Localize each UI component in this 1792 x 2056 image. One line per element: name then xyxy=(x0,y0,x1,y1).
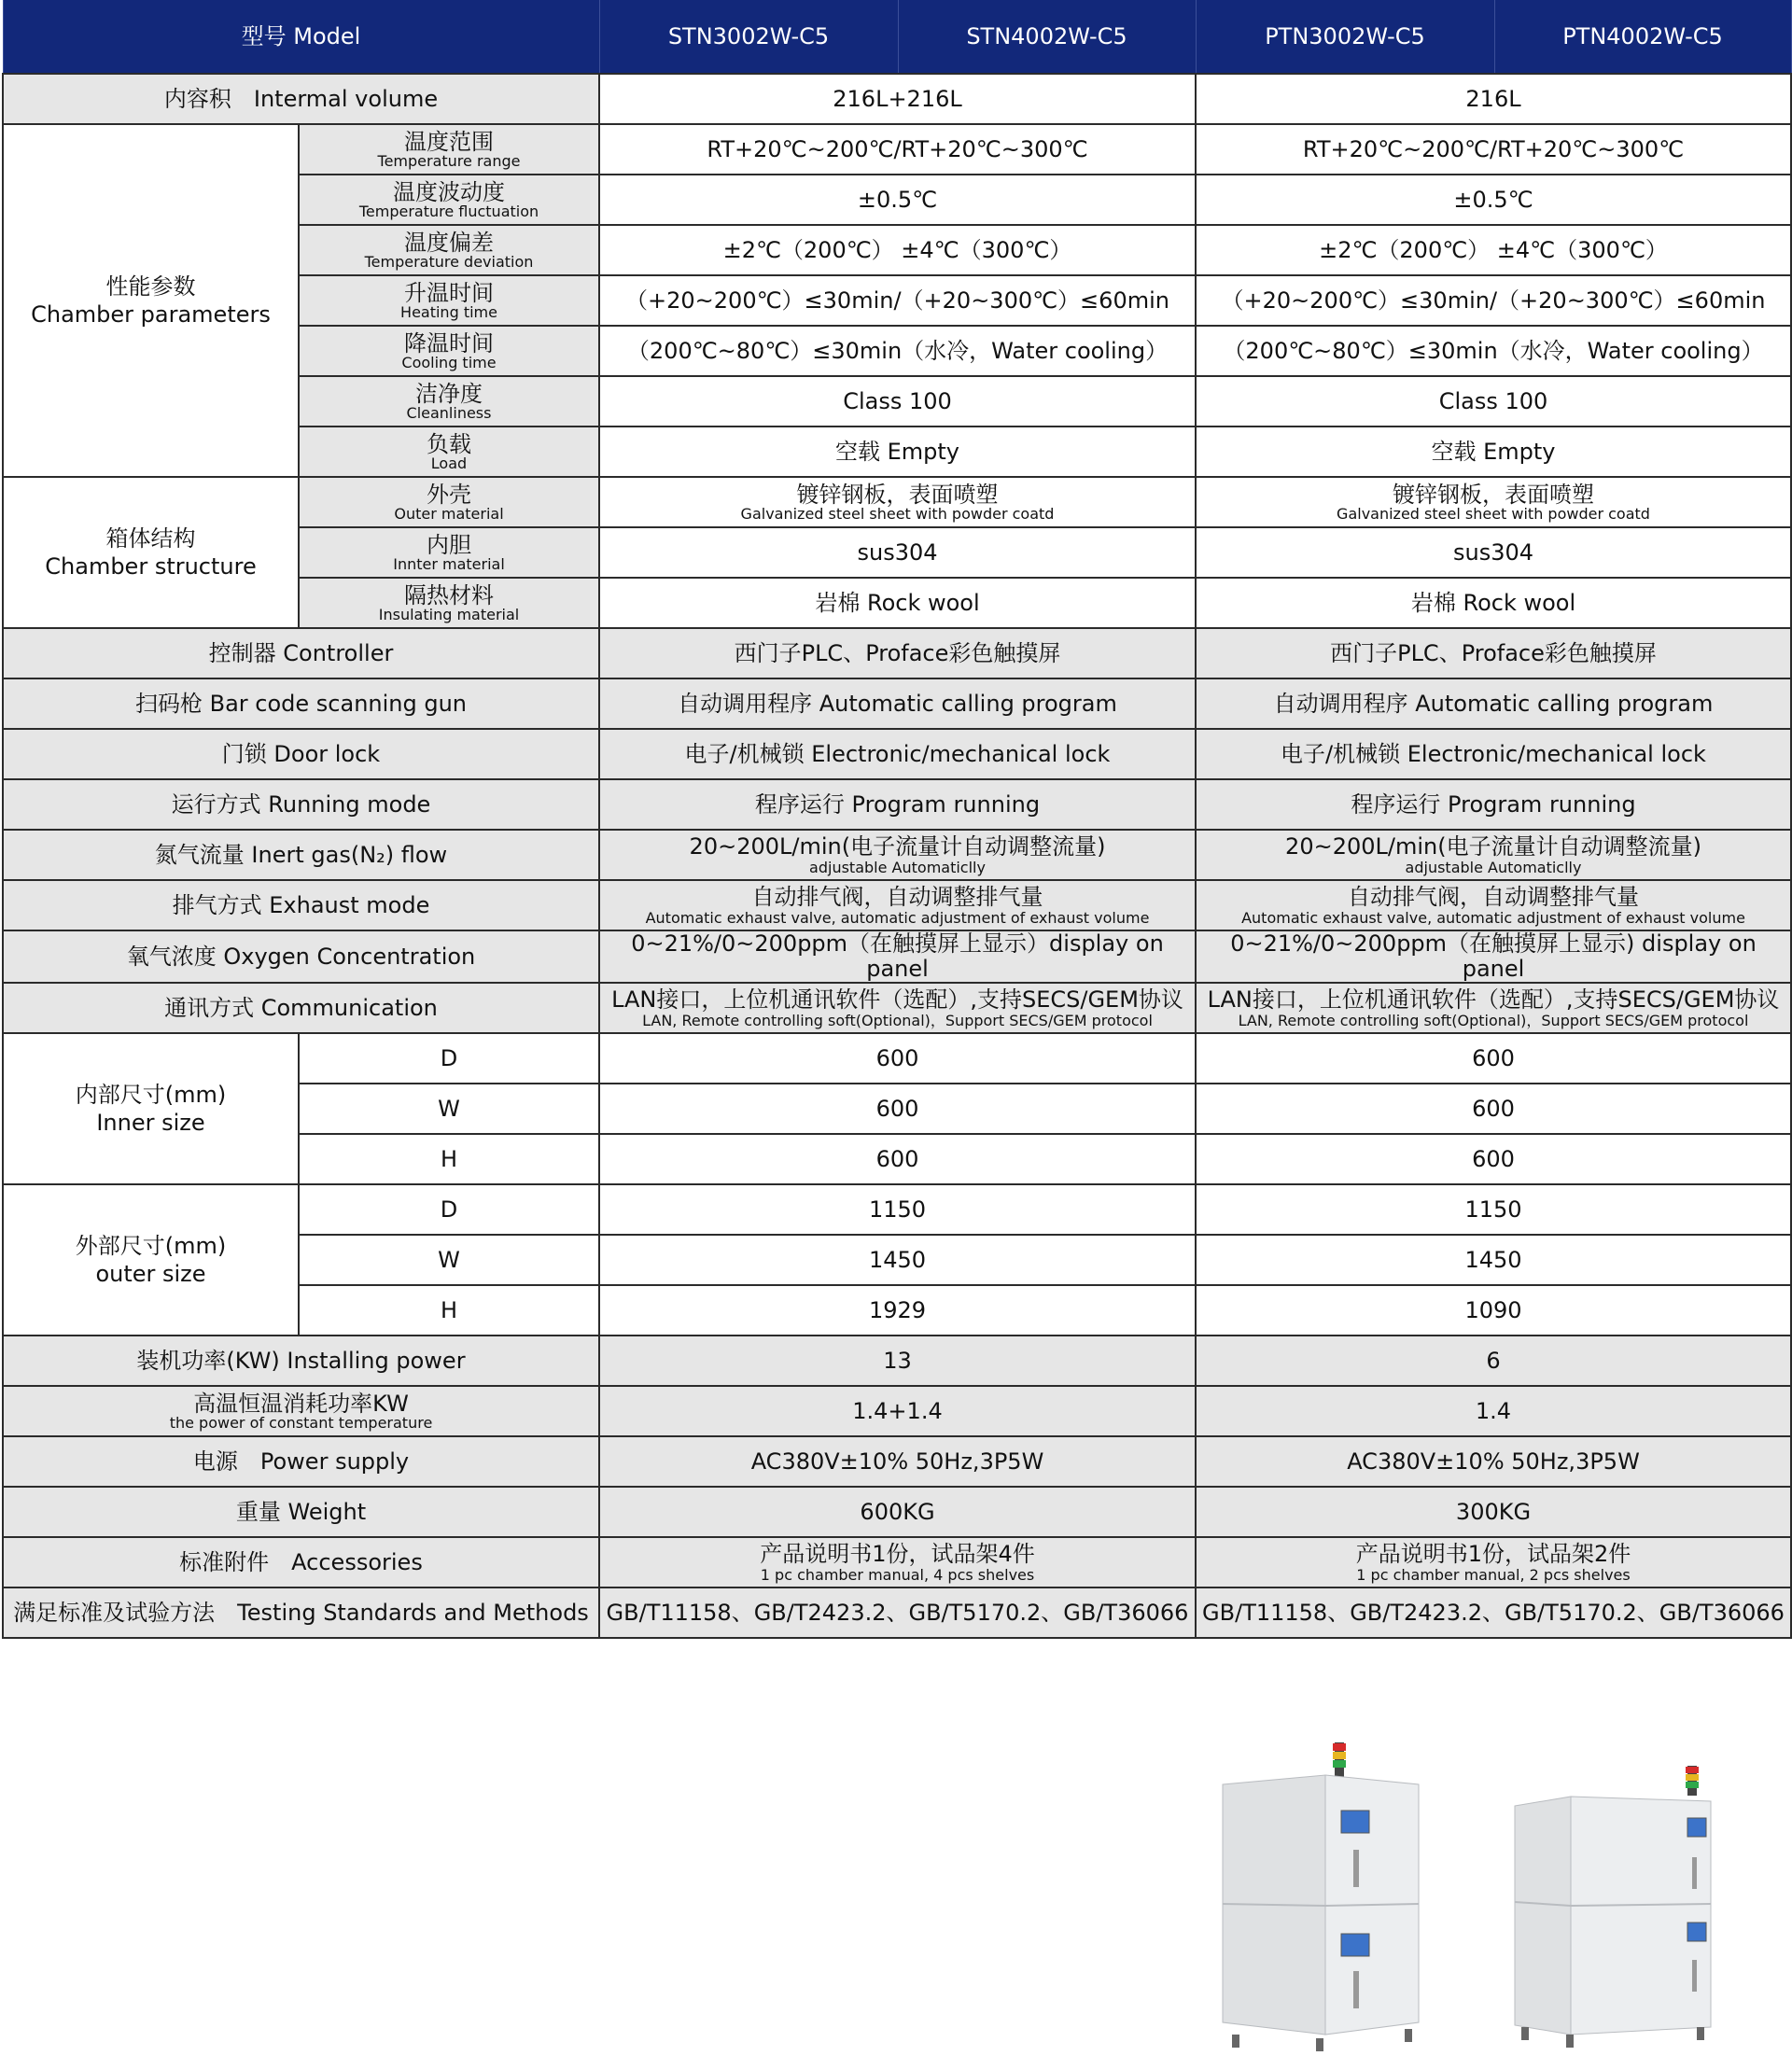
value-note: 1 pc chamber manual, 2 pcs shelves xyxy=(1356,1566,1631,1584)
model-ptn3002: PTN3002W-C5 xyxy=(1196,0,1494,74)
structure-value-ptn: sus304 xyxy=(1196,527,1791,578)
group-chamber-structure-en: Chamber structure xyxy=(45,553,257,580)
param-label-en: Cleanliness xyxy=(406,403,492,422)
structure-value-ptn xyxy=(1196,477,1791,527)
label-installing-power: 装机功率(KW) Installing power xyxy=(3,1336,599,1386)
param-label-en: Temperature range xyxy=(377,151,521,170)
row-scanner xyxy=(3,678,1791,729)
product-photo-ptn xyxy=(1510,1764,1715,2053)
value-running-stn: 程序运行 Program running xyxy=(599,779,1196,830)
dim-value-stn: 1150 xyxy=(599,1184,1196,1235)
row-gas-flow xyxy=(3,830,1791,880)
dim-value-ptn: 1450 xyxy=(1196,1235,1791,1285)
structure-label xyxy=(299,578,599,628)
dim-label: W xyxy=(299,1084,599,1134)
row-outer-d xyxy=(3,1184,1791,1235)
dim-value-stn: 600 xyxy=(599,1084,1196,1134)
spec-table xyxy=(2,0,1792,1639)
group-chamber-parameters xyxy=(3,124,299,477)
param-value-ptn: 空载 Empty xyxy=(1196,427,1791,477)
param-label-cn: 洁净度 xyxy=(415,380,483,407)
dim-value-ptn: 1090 xyxy=(1196,1285,1791,1336)
row-constant-power xyxy=(3,1386,1791,1436)
value-volume-ptn: 216L xyxy=(1196,74,1791,124)
value-door-lock-stn: 电子/机械锁 Electronic/mechanical lock xyxy=(599,729,1196,779)
group-chamber-parameters-cn: 性能参数 xyxy=(105,273,196,300)
row-communication xyxy=(3,983,1791,1033)
param-value-ptn: （+20~200℃）≤30min/（+20~300℃）≤60min xyxy=(1196,275,1791,326)
value-oxygen-stn: 0~21%/0~200ppm（在触摸屏上显示）display on panel xyxy=(599,930,1196,983)
structure-value-stn xyxy=(599,477,1196,527)
value-main: LAN接口，上位机通讯软件（选配）,支持SECS/GEM协议 xyxy=(1207,986,1780,1013)
param-value-stn: ±0.5℃ xyxy=(599,175,1196,225)
label-exhaust: 排气方式 Exhaust mode xyxy=(3,880,599,930)
row-accessories xyxy=(3,1537,1791,1587)
dim-value-ptn: 600 xyxy=(1196,1134,1791,1184)
param-value-ptn: ±2℃（200℃） ±4℃（300℃） xyxy=(1196,225,1791,275)
value-note: adjustable Automaticlly xyxy=(1405,859,1582,876)
value-controller-stn: 西门子PLC、Proface彩色触摸屏 xyxy=(599,628,1196,678)
dim-label: D xyxy=(299,1184,599,1235)
dim-label: W xyxy=(299,1235,599,1285)
value-standards-ptn: GB/T11158、GB/T2423.2、GB/T5170.2、GB/T36066 xyxy=(1196,1587,1791,1638)
label-oxygen: 氧气浓度 Oxygen Concentration xyxy=(3,930,599,983)
param-value-stn: RT+20℃~200℃/RT+20℃~300℃ xyxy=(599,124,1196,175)
structure-label-cn: 隔热材料 xyxy=(404,581,494,608)
value-supply-stn: AC380V±10% 50Hz,3P5W xyxy=(599,1436,1196,1487)
row-weight xyxy=(3,1487,1791,1537)
param-value-ptn: ±0.5℃ xyxy=(1196,175,1791,225)
value-main: 自动排气阀，自动调整排气量 xyxy=(1348,884,1639,910)
label-gas-flow: 氮气流量 Inert gas(N₂) flow xyxy=(3,830,599,880)
param-label xyxy=(299,175,599,225)
row-door-lock xyxy=(3,729,1791,779)
value-oxygen-ptn: 0~21%/0~200ppm（在触摸屏上显示) display on panel xyxy=(1196,930,1791,983)
param-value-stn: Class 100 xyxy=(599,376,1196,427)
header-row xyxy=(3,0,1791,74)
cabinet-front xyxy=(1515,1797,1571,2035)
structure-value-stn: 岩棉 Rock wool xyxy=(599,578,1196,628)
param-value-ptn: RT+20℃~200℃/RT+20℃~300℃ xyxy=(1196,124,1791,175)
row-inner-d xyxy=(3,1033,1791,1084)
label-scanner: 扫码枪 Bar code scanning gun xyxy=(3,678,599,729)
param-value-stn: （+20~200℃）≤30min/（+20~300℃）≤60min xyxy=(599,275,1196,326)
dim-value-ptn: 600 xyxy=(1196,1084,1791,1134)
value-note: Galvanized steel sheet with powder coatd xyxy=(740,504,1055,523)
value-weight-stn: 600KG xyxy=(599,1487,1196,1537)
value-controller-ptn: 西门子PLC、Proface彩色触摸屏 xyxy=(1196,628,1791,678)
param-label-en: Temperature fluctuation xyxy=(358,202,539,220)
param-label-en: Load xyxy=(430,454,468,472)
value-note: adjustable Automaticlly xyxy=(809,859,986,876)
dim-value-stn: 600 xyxy=(599,1033,1196,1084)
structure-label-en: Outer material xyxy=(394,504,504,523)
structure-value-stn: sus304 xyxy=(599,527,1196,578)
value-constant-power-ptn: 1.4 xyxy=(1196,1386,1791,1436)
param-label xyxy=(299,326,599,376)
param-value-stn: （200℃~80℃）≤30min（水冷，Water cooling） xyxy=(599,326,1196,376)
value-gas-flow-ptn xyxy=(1196,830,1791,880)
value-accessories-stn xyxy=(599,1537,1196,1587)
label-weight: 重量 Weight xyxy=(3,1487,599,1537)
param-value-ptn: （200℃~80℃）≤30min（水冷，Water cooling） xyxy=(1196,326,1791,376)
structure-label-cn: 外壳 xyxy=(427,481,471,508)
param-value-ptn: Class 100 xyxy=(1196,376,1791,427)
param-value-stn: ±2℃（200℃） ±4℃（300℃） xyxy=(599,225,1196,275)
value-exhaust-ptn xyxy=(1196,880,1791,930)
param-label xyxy=(299,275,599,326)
label-volume: 内容积 Intermal volume xyxy=(3,74,599,124)
group-outer-size-en: outer size xyxy=(95,1261,206,1287)
value-constant-power-stn: 1.4+1.4 xyxy=(599,1386,1196,1436)
value-communication-stn xyxy=(599,983,1196,1033)
group-outer-size xyxy=(3,1184,299,1336)
row-installing-power xyxy=(3,1336,1791,1386)
value-door-lock-ptn: 电子/机械锁 Electronic/mechanical lock xyxy=(1196,729,1791,779)
value-note: LAN, Remote controlling soft(Optional)，Support SECS/GEM protocol xyxy=(1238,1012,1749,1029)
param-label xyxy=(299,124,599,175)
value-scanner-ptn: 自动调用程序 Automatic calling program xyxy=(1196,678,1791,729)
row-temp-range xyxy=(3,124,1791,175)
param-label-cn: 温度偏差 xyxy=(404,229,494,256)
param-label-en: Heating time xyxy=(400,302,497,321)
structure-value-ptn: 岩棉 Rock wool xyxy=(1196,578,1791,628)
label-en: the power of constant temperature xyxy=(169,1413,433,1432)
group-chamber-parameters-en: Chamber parameters xyxy=(31,301,271,328)
value-power-stn: 13 xyxy=(599,1336,1196,1386)
dim-value-stn: 1929 xyxy=(599,1285,1196,1336)
label-accessories: 标准附件 Accessories xyxy=(3,1537,599,1587)
param-label-cn: 降温时间 xyxy=(404,329,494,357)
group-chamber-structure-cn: 箱体结构 xyxy=(105,525,196,552)
value-supply-ptn: AC380V±10% 50Hz,3P5W xyxy=(1196,1436,1791,1487)
value-scanner-stn: 自动调用程序 Automatic calling program xyxy=(599,678,1196,729)
param-label-cn: 温度范围 xyxy=(404,128,494,155)
param-label-cn: 升温时间 xyxy=(404,279,494,306)
value-note: Galvanized steel sheet with powder coatd xyxy=(1337,504,1650,523)
param-label xyxy=(299,427,599,477)
value-main: 20~200L/min(电子流量计自动调整流量) xyxy=(1285,833,1701,860)
row-standards xyxy=(3,1587,1791,1638)
dim-value-ptn: 1150 xyxy=(1196,1184,1791,1235)
model-ptn4002: PTN4002W-C5 xyxy=(1494,0,1791,74)
value-main: 产品说明书1份，试品架4件 xyxy=(760,1541,1035,1567)
value-note: LAN, Remote controlling soft(Optional)，Support SECS/GEM protocol xyxy=(642,1012,1153,1029)
param-label-cn: 温度波动度 xyxy=(393,178,505,205)
value-exhaust-stn xyxy=(599,880,1196,930)
value-note: 1 pc chamber manual, 4 pcs shelves xyxy=(760,1566,1035,1584)
value-note: Automatic exhaust valve, automatic adjustment of exhaust volume xyxy=(645,909,1150,927)
value-main: 镀锌钢板，表面喷塑 xyxy=(796,481,999,508)
value-communication-ptn xyxy=(1196,983,1791,1033)
value-main: 镀锌钢板，表面喷塑 xyxy=(1393,481,1594,508)
dim-label: H xyxy=(299,1285,599,1336)
group-chamber-structure xyxy=(3,477,299,628)
param-label xyxy=(299,225,599,275)
param-label-en: Temperature deviation xyxy=(364,252,534,271)
dim-label: H xyxy=(299,1134,599,1184)
group-outer-size-cn: 外部尺寸(mm) xyxy=(75,1233,227,1259)
dim-value-stn: 1450 xyxy=(599,1235,1196,1285)
param-label-en: Cooling time xyxy=(401,353,497,371)
value-gas-flow-stn xyxy=(599,830,1196,880)
row-power-supply xyxy=(3,1436,1791,1487)
group-inner-size xyxy=(3,1033,299,1184)
value-main: LAN接口，上位机通讯软件（选配）,支持SECS/GEM协议 xyxy=(611,986,1183,1013)
label-constant-power xyxy=(3,1386,599,1436)
structure-label-en: Innter material xyxy=(393,554,505,573)
structure-label-cn: 内胆 xyxy=(427,531,471,558)
value-power-ptn: 6 xyxy=(1196,1336,1791,1386)
row-controller xyxy=(3,628,1791,678)
structure-label-en: Insulating material xyxy=(378,605,520,623)
model-stn4002: STN4002W-C5 xyxy=(898,0,1196,74)
row-running-mode xyxy=(3,779,1791,830)
value-main: 产品说明书1份，试品架2件 xyxy=(1355,1541,1631,1567)
label-door-lock: 门锁 Door lock xyxy=(3,729,599,779)
param-value-stn: 空载 Empty xyxy=(599,427,1196,477)
dim-label: D xyxy=(299,1033,599,1084)
value-accessories-ptn xyxy=(1196,1537,1791,1587)
label-communication: 通讯方式 Communication xyxy=(3,983,599,1033)
value-main: 自动排气阀，自动调整排气量 xyxy=(751,884,1043,910)
row-oxygen xyxy=(3,930,1791,983)
product-photo-stn xyxy=(1213,1738,1428,2053)
value-note: Automatic exhaust valve, automatic adjustment of exhaust volume xyxy=(1241,909,1745,927)
label-standards: 满足标准及试验方法 Testing Standards and Methods xyxy=(3,1587,599,1638)
value-weight-ptn: 300KG xyxy=(1196,1487,1791,1537)
param-label-cn: 负载 xyxy=(427,430,471,457)
dim-value-ptn: 600 xyxy=(1196,1033,1791,1084)
dim-value-stn: 600 xyxy=(599,1134,1196,1184)
value-standards-stn: GB/T11158、GB/T2423.2、GB/T5170.2、GB/T36066 xyxy=(599,1587,1196,1638)
param-label xyxy=(299,376,599,427)
label-cn: 高温恒温消耗功率KW xyxy=(193,1390,409,1417)
group-inner-size-cn: 内部尺寸(mm) xyxy=(75,1082,227,1108)
row-exhaust xyxy=(3,880,1791,930)
row-volume xyxy=(3,74,1791,124)
model-stn3002: STN3002W-C5 xyxy=(599,0,898,74)
row-outer-material xyxy=(3,477,1791,527)
label-running-mode: 运行方式 Running mode xyxy=(3,779,599,830)
structure-label xyxy=(299,477,599,527)
structure-label xyxy=(299,527,599,578)
label-controller: 控制器 Controller xyxy=(3,628,599,678)
value-volume-stn: 216L+216L xyxy=(599,74,1196,124)
group-inner-size-en: Inner size xyxy=(96,1110,205,1136)
value-running-ptn: 程序运行 Program running xyxy=(1196,779,1791,830)
value-main: 20~200L/min(电子流量计自动调整流量) xyxy=(689,833,1106,860)
model-label: 型号 Model xyxy=(3,0,599,74)
label-power-supply: 电源 Power supply xyxy=(3,1436,599,1487)
